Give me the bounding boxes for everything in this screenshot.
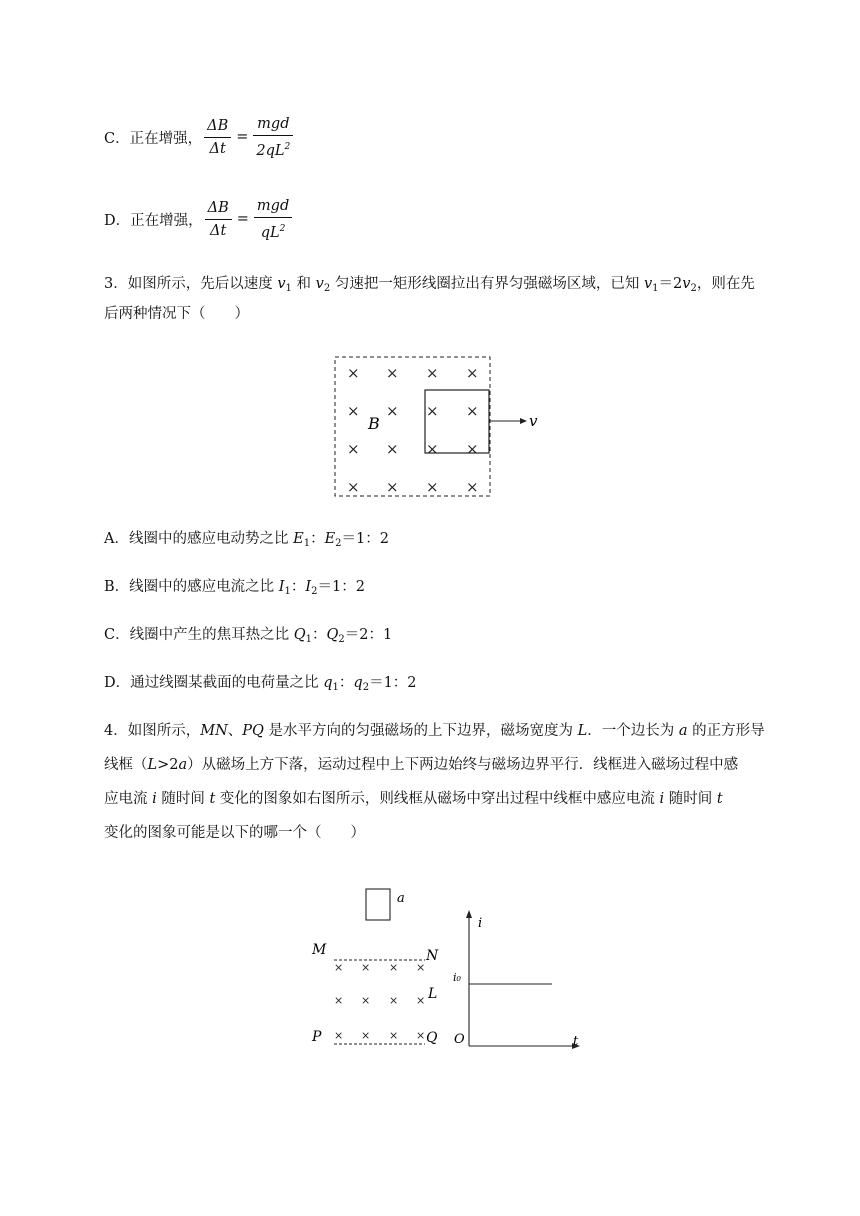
option-d-label: D．正在增强， — [104, 212, 203, 229]
field-cross-mark: × — [334, 961, 344, 974]
field-cross-mark: × — [334, 994, 344, 1007]
prev-option-d — [104, 195, 294, 243]
origin-label: O — [454, 1032, 465, 1047]
frac-denominator: $qL^2$ — [260, 223, 286, 241]
q4-stem-line4: 变化的图象可能是以下的哪一个（ ） — [104, 825, 365, 841]
velocity-arrow-head — [520, 418, 527, 424]
label-l: L — [428, 986, 438, 1002]
field-cross-mark: × — [466, 402, 479, 420]
label-p: P — [312, 1029, 322, 1045]
t-axis-label: t — [573, 1034, 579, 1049]
label-q: Q — [426, 1030, 438, 1046]
falling-square-frame — [366, 889, 390, 920]
frac-numerator: ΔB — [205, 198, 232, 220]
frac-numerator: mgd — [253, 114, 293, 136]
field-crosses — [347, 364, 479, 496]
field-cross-mark: × — [466, 478, 479, 496]
q4-stem-line1: 4．如图所示，MN、PQ 是水平方向的匀强磁场的上下边界，磁场宽度为 L．一个边长为 a 的正方形导 — [104, 723, 765, 739]
field-cross-mark: × — [426, 478, 439, 496]
option-c-label: C．正在增强， — [104, 130, 203, 147]
field-cross-mark: × — [416, 994, 426, 1007]
field-cross-mark: × — [466, 440, 479, 458]
field-cross-mark: × — [416, 961, 426, 974]
q3-stem-line2: 后两种情况下（ ） — [104, 306, 249, 322]
field-cross-mark: × — [389, 961, 399, 974]
frac-numerator: ΔB — [204, 116, 231, 138]
frac-denominator: Δt — [209, 140, 226, 157]
field-cross-mark: × — [416, 1029, 426, 1042]
field-cross-mark: × — [361, 1029, 371, 1042]
field-cross-mark: × — [389, 994, 399, 1007]
field-cross-mark: × — [361, 994, 371, 1007]
label-m: M — [312, 942, 327, 958]
field-cross-mark: × — [334, 1029, 344, 1042]
fraction-db-dt — [205, 198, 232, 241]
i-axis-arrow — [466, 910, 472, 918]
velocity-label-v: v — [529, 412, 538, 430]
equals-sign: = — [236, 129, 249, 145]
frac-numerator: mgd — [254, 196, 292, 218]
q3-figure — [330, 352, 550, 502]
q3-stem-line1: 3．如图所示，先后以速度 $v_1$ 和 $v_2$ 匀速把一矩形线圈拉出有界匀强磁场区域，已知 $v_1=2v_2$，则在先 — [104, 276, 755, 294]
field-cross-mark: × — [426, 440, 439, 458]
field-cross-mark: × — [347, 440, 360, 458]
q3-option-c: C．线圈中产生的焦耳热之比 $Q_1$：$Q_2=2$：1 — [104, 627, 393, 645]
q4-stem-line3: 应电流 i 随时间 t 变化的图象如右图所示，则线框从磁场中穿出过程中线框中感应电流 i 随时间 t — [104, 791, 723, 807]
field-cross-mark: × — [426, 402, 439, 420]
field-cross-mark: × — [347, 364, 360, 382]
fraction-mgd — [254, 196, 292, 243]
field-cross-mark: × — [386, 440, 399, 458]
q4-figure — [300, 880, 600, 1060]
field-cross-mark: × — [389, 1029, 399, 1042]
q4-stem-line2: 线框（L>2a）从磁场上方下落，运动过程中上下两边始终与磁场边界平行．线框进入磁场过程中感 — [104, 757, 739, 773]
label-n: N — [426, 948, 439, 964]
frac-denominator: $2qL^2$ — [256, 141, 291, 159]
field-label-b: B — [368, 414, 380, 433]
field-cross-mark: × — [466, 364, 479, 382]
q3-option-b: B．线圈中的感应电流之比 $I_1$：$I_2=1$：2 — [104, 579, 365, 597]
fraction-mgd — [253, 114, 293, 161]
fraction-db-dt — [204, 116, 231, 159]
field-cross-mark: × — [386, 402, 399, 420]
i0-label: i₀ — [453, 971, 461, 984]
field-cross-mark: × — [386, 478, 399, 496]
i-axis-label: i — [478, 916, 483, 931]
equals-sign: = — [236, 211, 249, 227]
q3-option-d: D．通过线圈某截面的电荷量之比 $q_1$：$q_2=1$：2 — [104, 675, 417, 693]
field-cross-mark: × — [386, 364, 399, 382]
q3-option-a: A．线圈中的感应电动势之比 $E_1$：$E_2=1$：2 — [104, 531, 389, 549]
field-cross-mark: × — [426, 364, 439, 382]
field-cross-mark: × — [347, 402, 360, 420]
field-cross-mark: × — [361, 961, 371, 974]
label-a: a — [397, 891, 405, 906]
field-cross-mark: × — [347, 478, 360, 496]
field-crosses — [334, 961, 425, 1042]
prev-option-c — [104, 113, 295, 161]
frac-denominator: Δt — [210, 222, 227, 239]
